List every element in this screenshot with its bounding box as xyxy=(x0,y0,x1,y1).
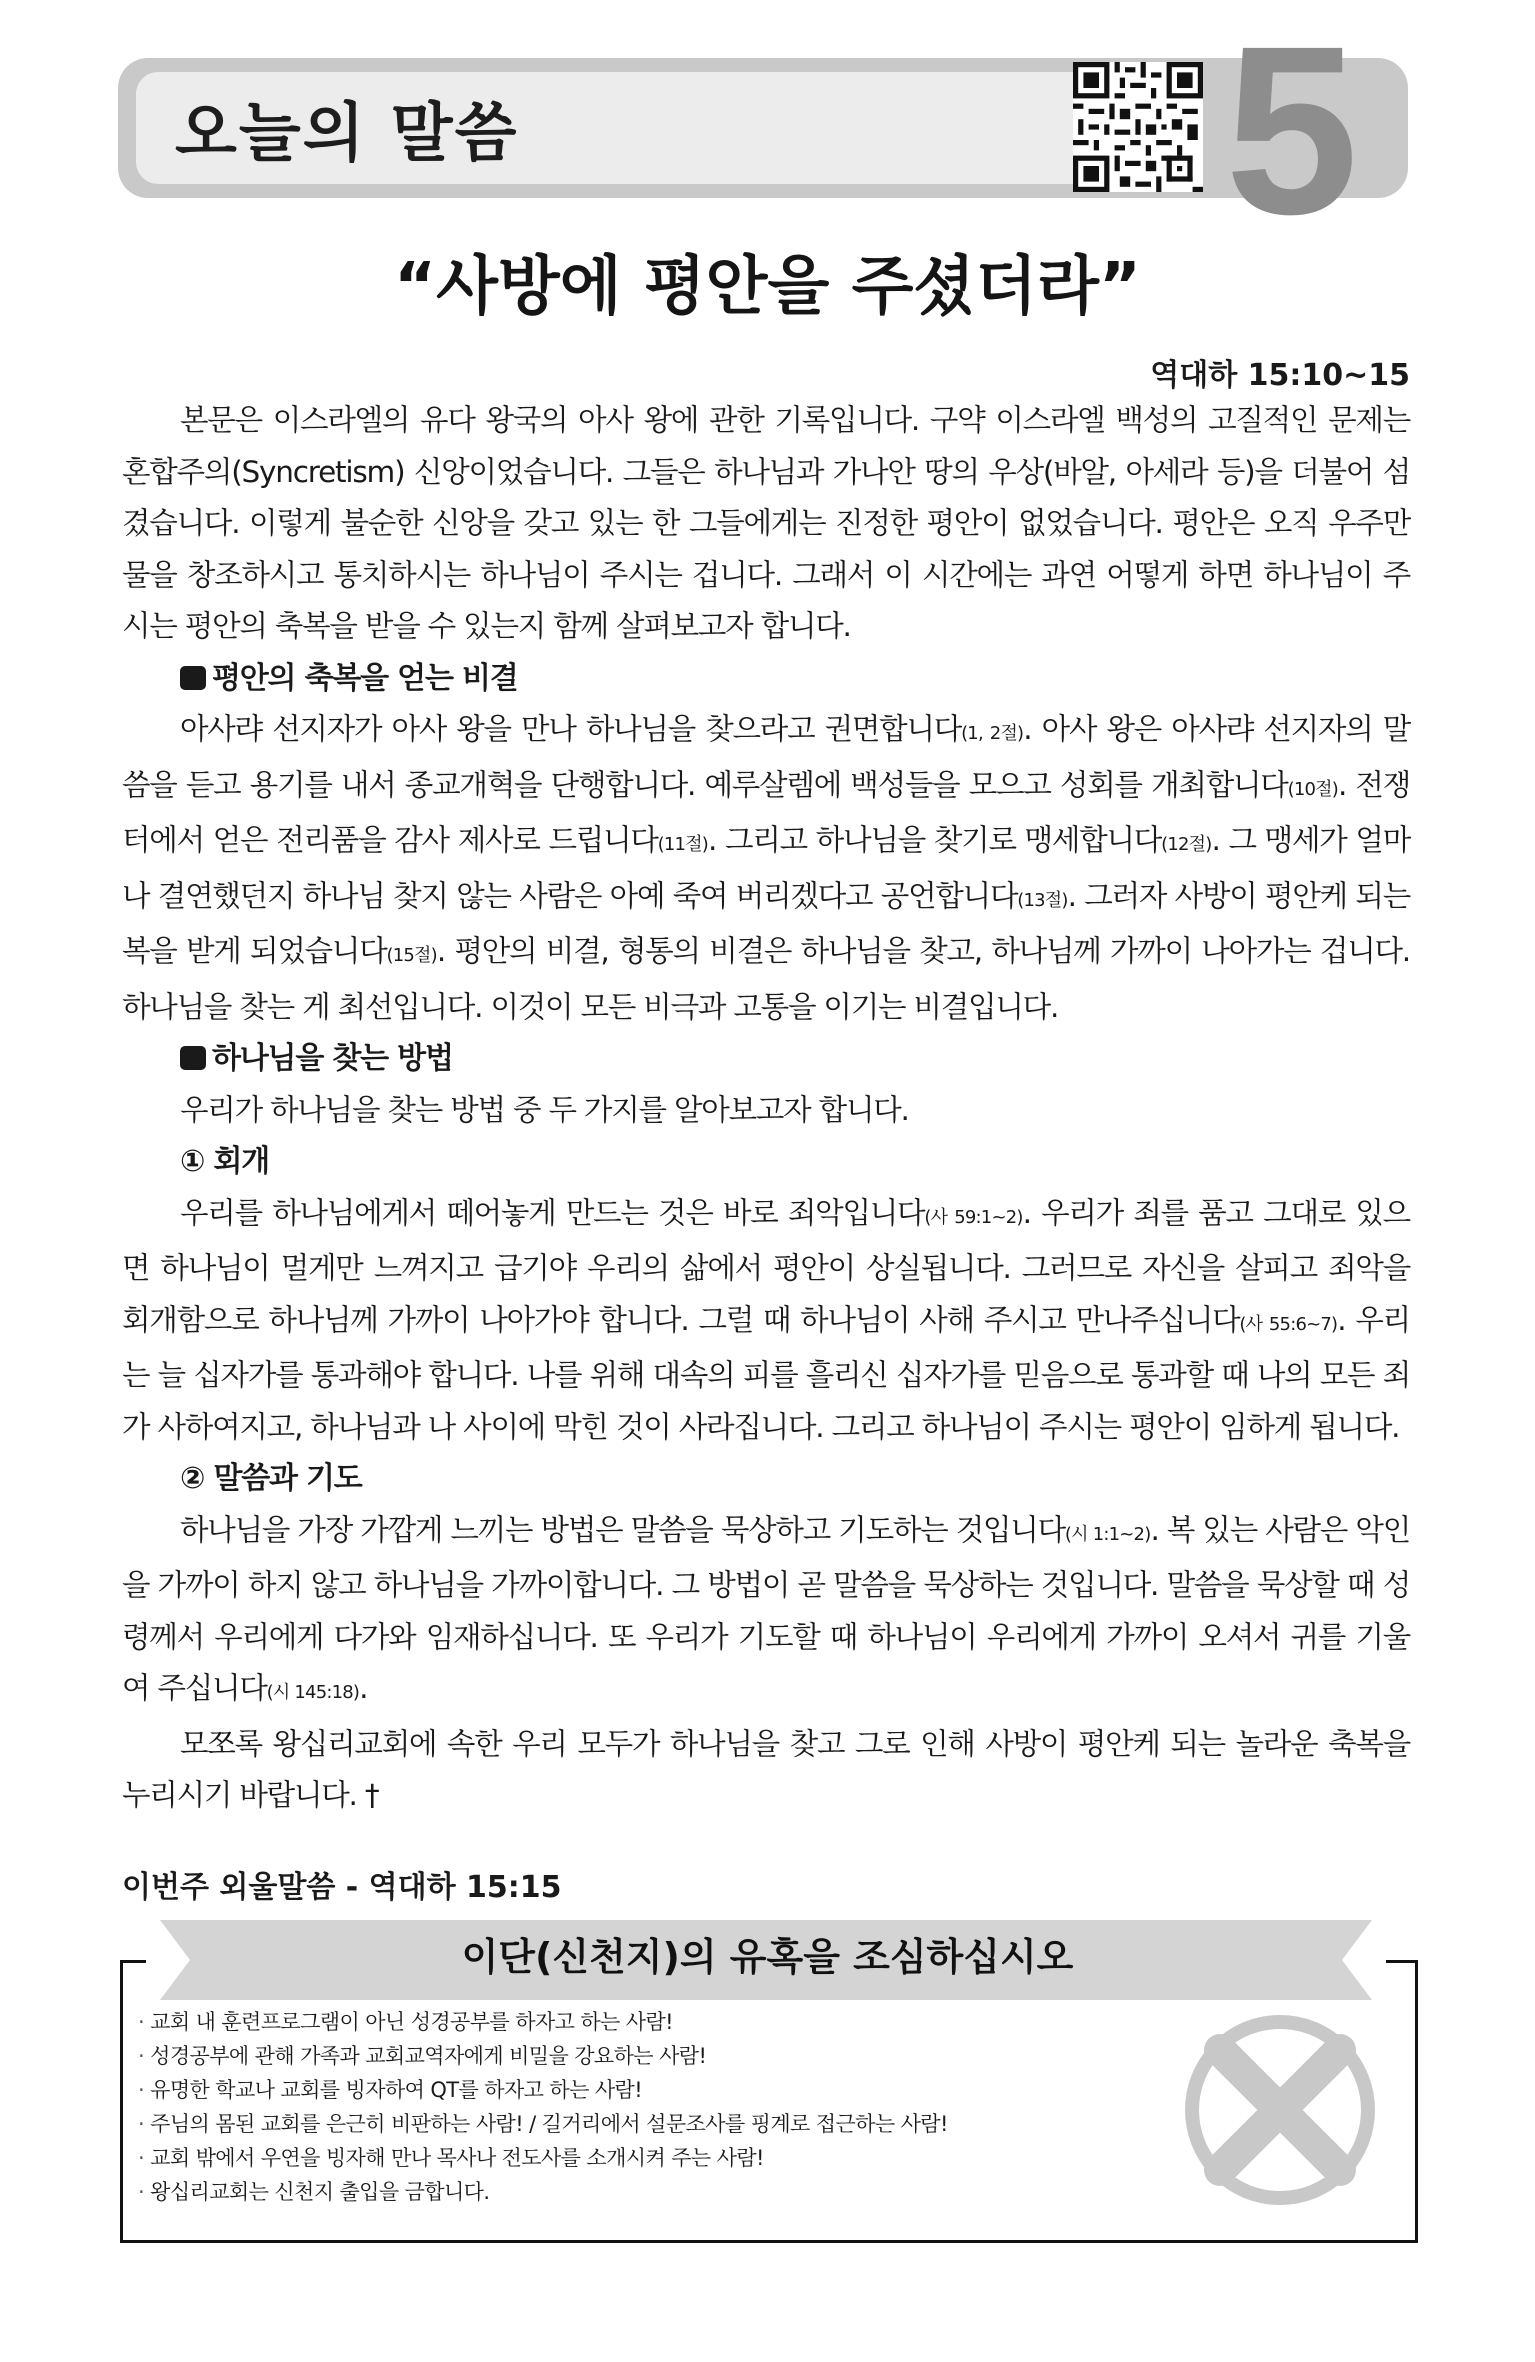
warning-title: 이단(신천지)의 유혹을 조심하십시오 xyxy=(461,1935,1074,1979)
scripture-reference: 역대하 15:10~15 xyxy=(1150,358,1410,393)
section-heading-text: 평안의 축복을 얻는 비결 xyxy=(212,660,518,696)
verse-ref: (시 1:1~2) xyxy=(1064,1523,1151,1545)
section2-intro: 우리가 하나님을 찾는 방법 중 두 가지를 알아보고자 합니다. xyxy=(180,1092,909,1127)
page-number: 5 xyxy=(1225,0,1359,264)
subsection-heading: ② 말씀과 기도 xyxy=(180,1461,362,1496)
repentance-paragraph: 우리를 하나님에게서 떼어놓게 만드는 것은 바로 죄악입니다(사 59:1~2). 우리가 죄를 품고 그대로 있으면 하나님이 멀게만 느껴지고 급기야 우리의 삶에서 평안이 상실됩니다. 그러므로 자신을 살피고 죄악을 회개함으로 하나님께 가까이 나아가야 합니다. 그럴 때 하나님이 사해 주시고 만나주십니다(사 55:6~7). 우리는 늘 십자가를 통과해야 합니다. 나를 위해 대속의 피를 흘리신 십자가를 믿음으로 통과할 때 나의 모든 죄가 사하여지고, 하나님과 나 사이에 막힌 것이 사라집니다. 그리고 하나님이 주시는 평안이 임하게 됩니다. xyxy=(122,1195,1410,1444)
subsection-heading: ① 회개 xyxy=(180,1144,270,1179)
list-item: · 성경공부에 관해 가족과 교회교역자에게 비밀을 강요하는 사람! xyxy=(138,2039,948,2073)
list-item: · 유명한 학교나 교회를 빙자하여 QT를 하자고 하는 사람! xyxy=(138,2073,948,2107)
verse-ref: (11절) xyxy=(657,834,709,855)
list-item: · 주님의 몸된 교회를 은근히 비판하는 사람! / 길거리에서 설문조사를 핑계로 접근하는 사람! xyxy=(138,2107,948,2141)
memory-verse: 이번주 외울말씀 - 역대하 15:15 xyxy=(122,1870,562,1905)
qr-code-icon[interactable] xyxy=(1073,62,1203,192)
section1-paragraph: 아사랴 선지자가 아사 왕을 만나 하나님을 찾으라고 권면합니다(1, 2절). 아사 왕은 아사랴 선지자의 말씀을 듣고 용기를 내서 종교개혁을 단행합니다. 예루살렘에 백성들을 모으고 성회를 개최합니다(10절). 전쟁터에서 얻은 전리품을 감사 제사로 드립니다(11절). 그리고 하나님을 찾기로 맹세합니다(12절). 그 맹세가 얼마나 결연했던지 하나님 찾지 않는 사람은 아예 죽여 버리겠다고 공언합니다(13절). 그러자 사방이 평안케 되는 복을 받게 되었습니다(15절). 평안의 비결, 형통의 비결은 하나님을 찾고, 하나님께 가까이 나아가는 겁니다. 하나님을 찾는 게 최선입니다. 이것이 모든 비극과 고통을 이기는 비결입니다. xyxy=(122,712,1411,1024)
verse-ref: (15절) xyxy=(386,945,437,966)
verse-ref: (1, 2절) xyxy=(961,723,1024,744)
verse-ref: (사 59:1~2) xyxy=(924,1206,1023,1228)
section-heading-text: 하나님을 찾는 방법 xyxy=(212,1041,453,1076)
prohibited-x-icon xyxy=(1180,2010,1380,2210)
section-heading xyxy=(122,1033,1410,1085)
sermon-title: “사방에 평안을 주셨더라” xyxy=(394,250,1141,324)
word-prayer-paragraph: 하나님을 가장 가깝게 느끼는 방법은 말씀을 묵상하고 기도하는 것입니다(시 1:1~2). 복 있는 사람은 악인을 가까이 하지 않고 하나님을 가까이합니다. 그 방법이 곧 말씀을 묵상하는 것입니다. 말씀을 묵상할 때 성령께서 우리에게 다가와 임재하십니다. 또 우리가 기도할 때 하나님이 우리에게 가까이 오셔서 귀를 기울여 주십니다(시 145:18). xyxy=(122,1512,1410,1705)
intro-paragraph: 본문은 이스라엘의 유다 왕국의 아사 왕에 관한 기록입니다. 구약 이스라엘 백성의 고질적인 문제는 혼합주의(Syncretism) 신앙이었습니다. 그들은 하나님과 가나안 땅의 우상(바알, 아세라 등)을 더불어 섬겼습니다. 이렇게 불순한 신앙을 갖고 있는 한 그들에게는 진정한 평안이 없었습니다. 평안은 오직 우주만물을 창조하시고 통치하시는 하나님이 주시는 겁니다. 그래서 이 시간에는 과연 어떻게 하면 하나님이 주시는 평안의 축복을 받을 수 있는지 함께 살펴보고자 합니다. xyxy=(122,403,1410,643)
verse-ref: (사 55:6~7) xyxy=(1239,1313,1338,1335)
list-item: · 교회 내 훈련프로그램이 아닌 성경공부를 하자고 하는 사람! xyxy=(138,2005,948,2039)
list-item: · 교회 밖에서 우연을 빙자해 만나 목사나 전도사를 소개시켜 주는 사람! xyxy=(138,2141,948,2175)
section-heading xyxy=(122,653,1410,705)
sermon-body xyxy=(122,395,1410,1822)
verse-ref: (13절) xyxy=(1017,889,1068,911)
closing-paragraph: 모쪼록 왕십리교회에 속한 우리 모두가 하나님을 찾고 그로 인해 사방이 평안케 되는 놀라운 축복을 누리시기 바랍니다. † xyxy=(122,1726,1410,1812)
warning-list xyxy=(138,2005,948,2209)
verse-ref: (시 145:18) xyxy=(266,1682,360,1703)
list-item: · 왕십리교회는 신천지 출입을 금합니다. xyxy=(138,2175,948,2209)
verse-ref: (10절) xyxy=(1287,778,1338,800)
section-title: 오늘의 말씀 xyxy=(175,97,519,171)
verse-ref: (12절) xyxy=(1161,834,1212,855)
square-bullet-icon xyxy=(180,666,206,690)
square-bullet-icon xyxy=(180,1046,206,1070)
